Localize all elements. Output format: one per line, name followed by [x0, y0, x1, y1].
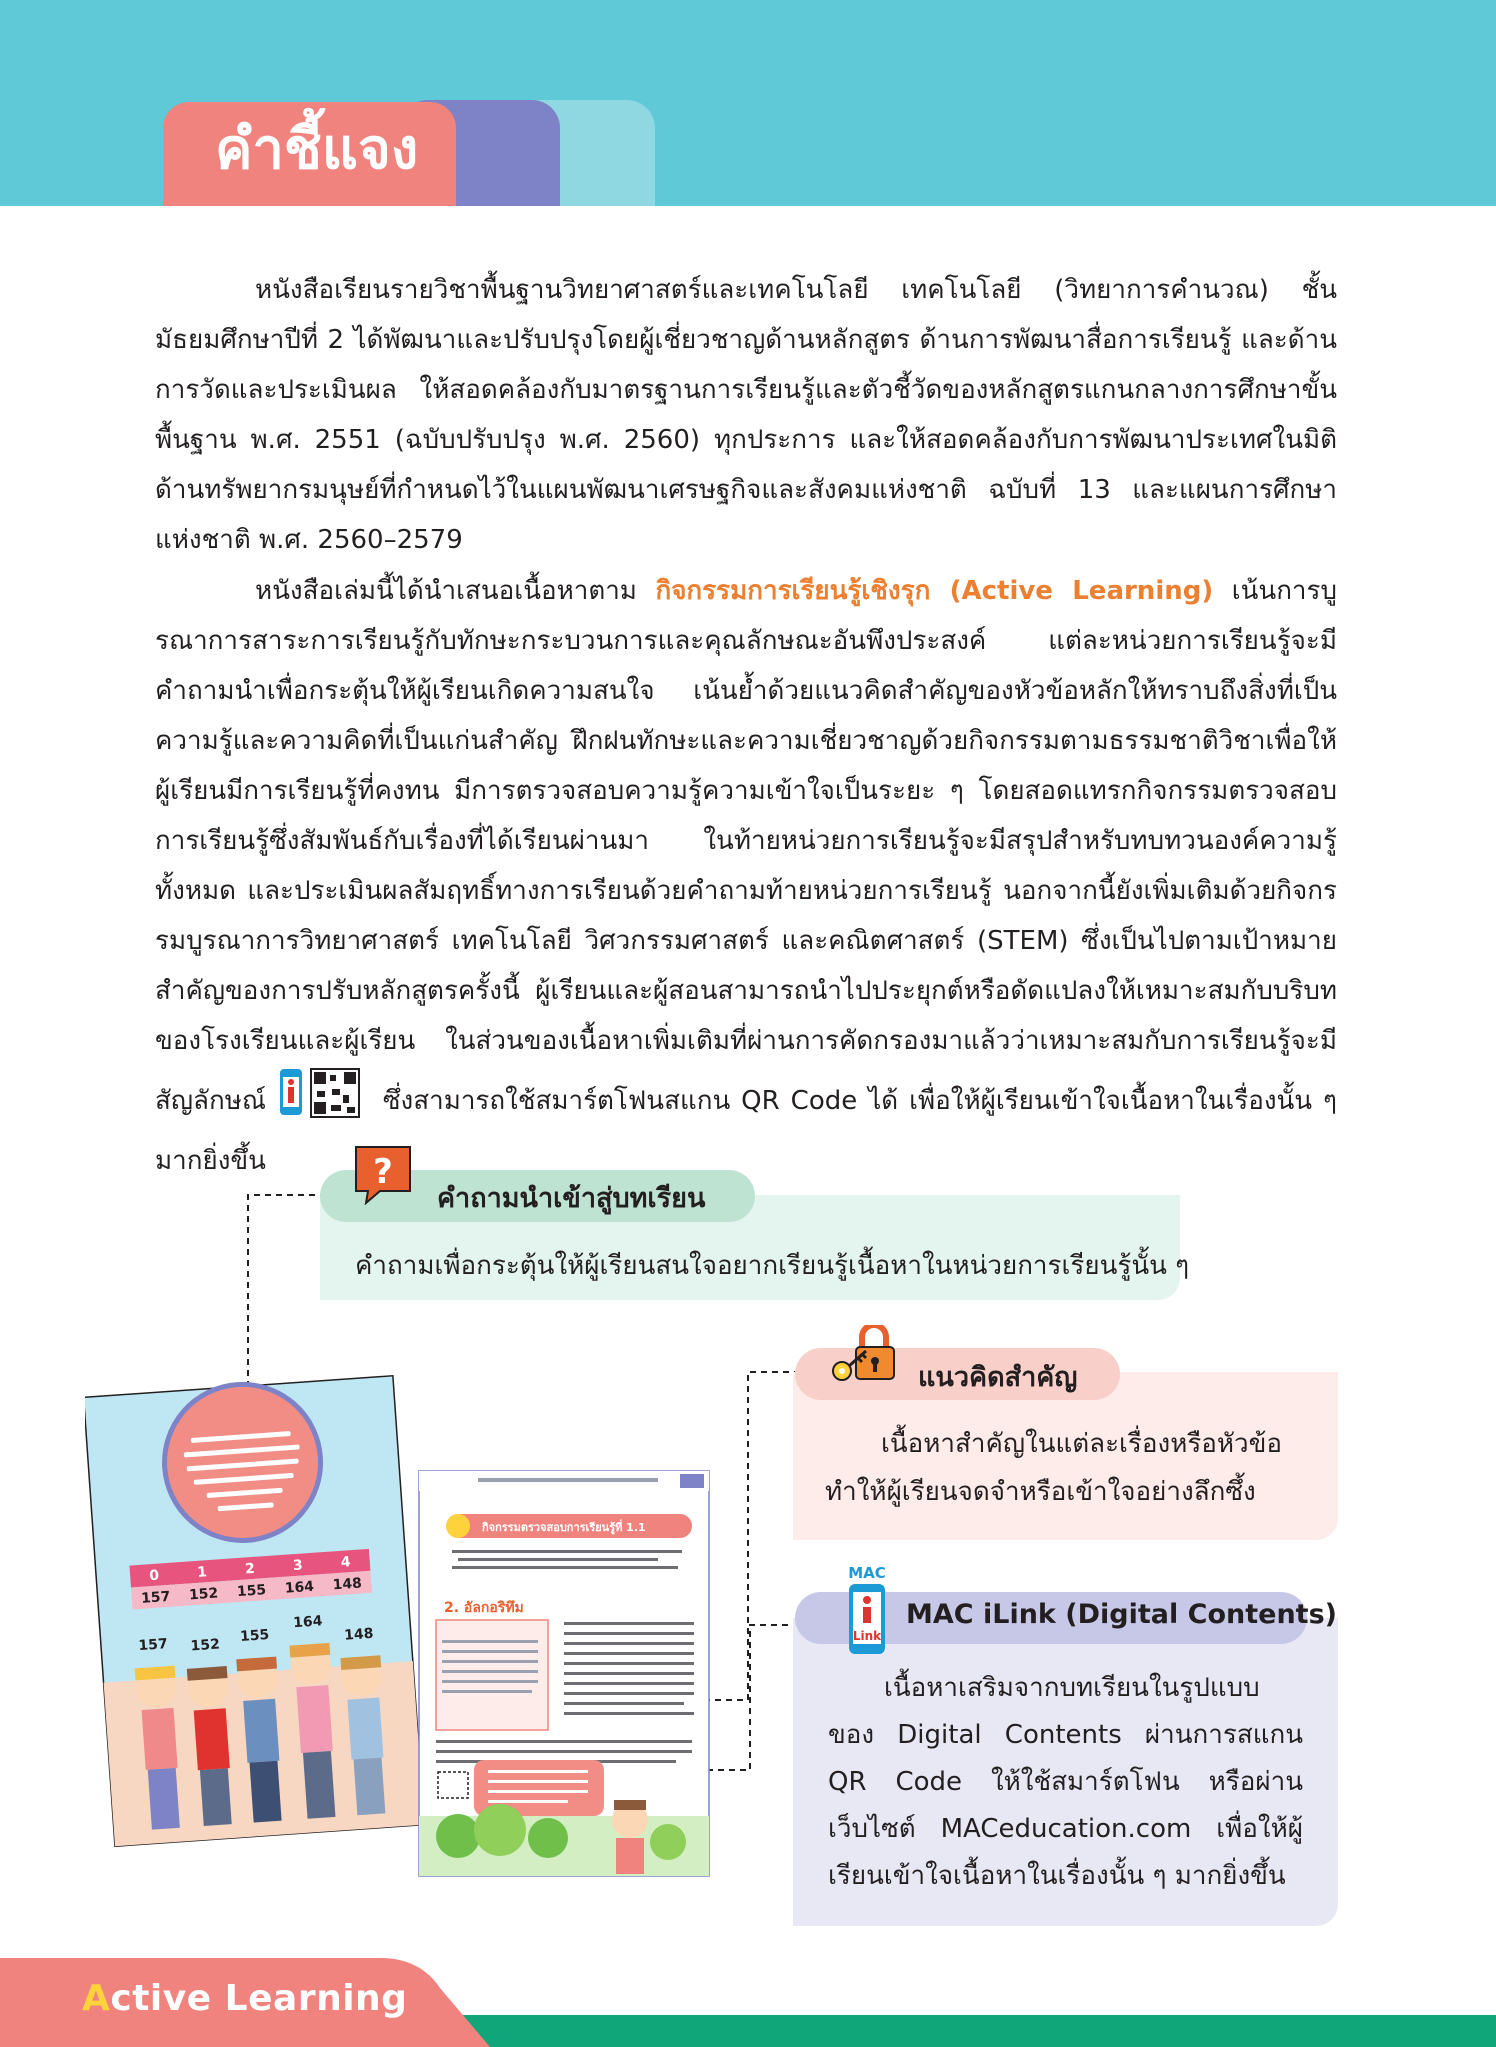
mac-ilink-inline-icon — [277, 1067, 372, 1136]
sample-page-check-title: กิจกรรมตรวจสอบการเรียนรู้ที่ 1.1 — [482, 1521, 646, 1534]
heights-index-1: 1 — [196, 1564, 208, 1581]
key-concept-callout-text: เนื้อหาสำคัญในแต่ละเรื่องหรือหัวข้อทำให้ผู้เรียนจดจำหรือเข้าใจอย่างลึกซึ้ง — [825, 1429, 1283, 1507]
active-learning-highlight: กิจกรรมการเรียนรู้เชิงรุก (Active Learning) — [655, 575, 1214, 606]
question-callout-title: คำถามนำเข้าสู่บทเรียน — [437, 1183, 706, 1214]
heights-value-4: 148 — [332, 1575, 363, 1594]
intro-paragraph-2: หนังสือเล่มนี้ได้นำเสนอเนื้อหาตาม กิจกรรมการเรียนรู้เชิงรุก (Active Learning) เน้นการบูรณาการสาระการเรียนรู้กับทักษะกระบวนการและคุณลักษณะอันพึงประสงค์ แต่ละหน่วยการเรียนรู้จะมีคำถามนำเพื่อกระตุ้นให้ผู้เรียนเกิดความสนใจ เน้นย้ำด้วยแนวคิดสำคัญของหัวข้อหลักให้ทราบถึงสิ่งที่เป็นความรู้และความคิดที่เป็นแก่นสำคัญ ฝึกฝนทักษะและความเชี่ยวชาญด้วยกิจกรรมตามธรรมชาติวิชาเพื่อให้ผู้เรียนมีการเรียนรู้ที่คงทน มีการตรวจสอบความรู้ความเข้าใจเป็นระยะ ๆ โดยสอดแทรกกิจกรรมตรวจสอบการเรียนรู้ซึ่งสัมพันธ์กับเรื่องที่ได้เรียนผ่านมา ในท้ายหน่วยการเรียนรู้จะมีสรุปสำหรับทบทวนองค์ความรู้ทั้งหมด และประเมินผลสัมฤทธิ์ทางการเรียนด้วยคำถามท้ายหน่วยการเรียนรู้ นอกจากนี้ยังเพิ่มเติมด้วยกิจกรรมบูรณาการวิทยาศาสตร์ เทคโนโลยี วิศวกรรมศาสตร์ และคณิตศาสตร์ (STEM) ซึ่งเป็นไปตามเป้าหมายสำคัญของการปรับหลักสูตรครั้งนี้ ผู้เรียนและผู้สอนสามารถนำไปประยุกต์หรือดัดแปลงให้เหมาะสมกับบริบทของโรงเรียนและผู้เรียน ในส่วนของเนื้อหาเพิ่มเติมที่ผ่านการคัดกรองมาแล้วว่าเหมาะสมกับการเรียนรู้จะมีสัญลักษณ์ ซึ่งสามารถใช้สมาร์ตโฟนสแกน QR Code ได้ เพื่อให้ผู้เรียนเข้าใจเนื้อหาในเรื่องนั้น ๆ มากยิ่งขึ้น — [155, 575, 1338, 1176]
student-height-label-2: 155 — [239, 1627, 270, 1646]
footer-active-learning: Active Learning — [82, 1978, 408, 2019]
question-mark-glyph: ? — [373, 1152, 393, 1192]
heights-value-1: 152 — [188, 1585, 219, 1604]
student-height-label-0: 157 — [137, 1636, 169, 1655]
question-callout-text: คำถามเพื่อกระตุ้นให้ผู้เรียนสนใจอยากเรียนรู้เนื้อหาในหน่วยการเรียนรู้นั้น ๆ — [355, 1251, 1190, 1281]
mac-ilink-callout-title: MAC iLink (Digital Contents) — [906, 1599, 1337, 1630]
link-icon-label: Link — [852, 1629, 882, 1643]
heights-index-2: 2 — [244, 1560, 256, 1578]
heights-value-3: 164 — [284, 1578, 315, 1597]
question-mark-icon — [352, 1145, 416, 1205]
sample-page-section-heading: 2. อัลกอริทึม — [444, 1600, 524, 1616]
intro-paragraph-1: หนังสือเรียนรายวิชาพื้นฐานวิทยาศาสตร์และเทคโนโลยี เทคโนโลยี (วิทยาการคำนวณ) ชั้นมัธยมศึกษาปีที่ 2 ได้พัฒนาและปรับปรุงโดยผู้เชี่ยวชาญด้านหลักสูตร ด้านการพัฒนาสื่อการเรียนรู้ และด้านการวัดและประเมินผล ให้สอดคล้องกับมาตรฐานการเรียนรู้และตัวชี้วัดของหลักสูตรแกนกลางการศึกษาขั้นพื้นฐาน พ.ศ. 2551 (ฉบับปรับปรุง พ.ศ. 2560) ทุกประการ และให้สอดคล้องกับการพัฒนาประเทศในมิติด้านทรัพยากรมนุษย์ที่กำหนดไว้ในแผนพัฒนาเศรษฐกิจและสังคมแห่งชาติ ฉบับที่ 13 และแผนการศึกษาแห่งชาติ พ.ศ. 2560–2579 — [155, 275, 1337, 556]
sample-page-algorithm-illustration — [418, 1470, 710, 1877]
heights-index-3: 3 — [292, 1557, 304, 1575]
page-title: คำชี้แจง — [215, 117, 419, 182]
heights-index-4: 4 — [340, 1554, 352, 1571]
intro-text — [155, 265, 1337, 1186]
heights-value-0: 157 — [140, 1588, 171, 1607]
mac-ilink-icon — [843, 1562, 891, 1658]
key-lock-icon — [830, 1325, 900, 1387]
student-height-label-1: 152 — [190, 1636, 221, 1655]
mac-ilink-callout-text: เนื้อหาเสริมจากบทเรียนในรูปแบบของ Digital Contents ผ่านการสแกน QR Code ให้ใช้สมาร์ตโฟน หรือผ่านเว็บไซต์ MACeducation.com เพื่อให้ผู้เรียนเข้าใจเนื้อหาในเรื่องนั้น ๆ มากยิ่งขึ้น — [828, 1673, 1303, 1891]
mac-icon-label: MAC — [848, 1564, 886, 1582]
heights-index-0: 0 — [148, 1567, 160, 1585]
heights-value-2: 155 — [236, 1582, 267, 1601]
student-height-label-3: 164 — [292, 1613, 323, 1632]
sample-page-heights-illustration — [85, 1372, 423, 1852]
student-height-label-4: 148 — [343, 1625, 374, 1644]
key-concept-callout-title: แนวคิดสำคัญ — [918, 1362, 1078, 1393]
